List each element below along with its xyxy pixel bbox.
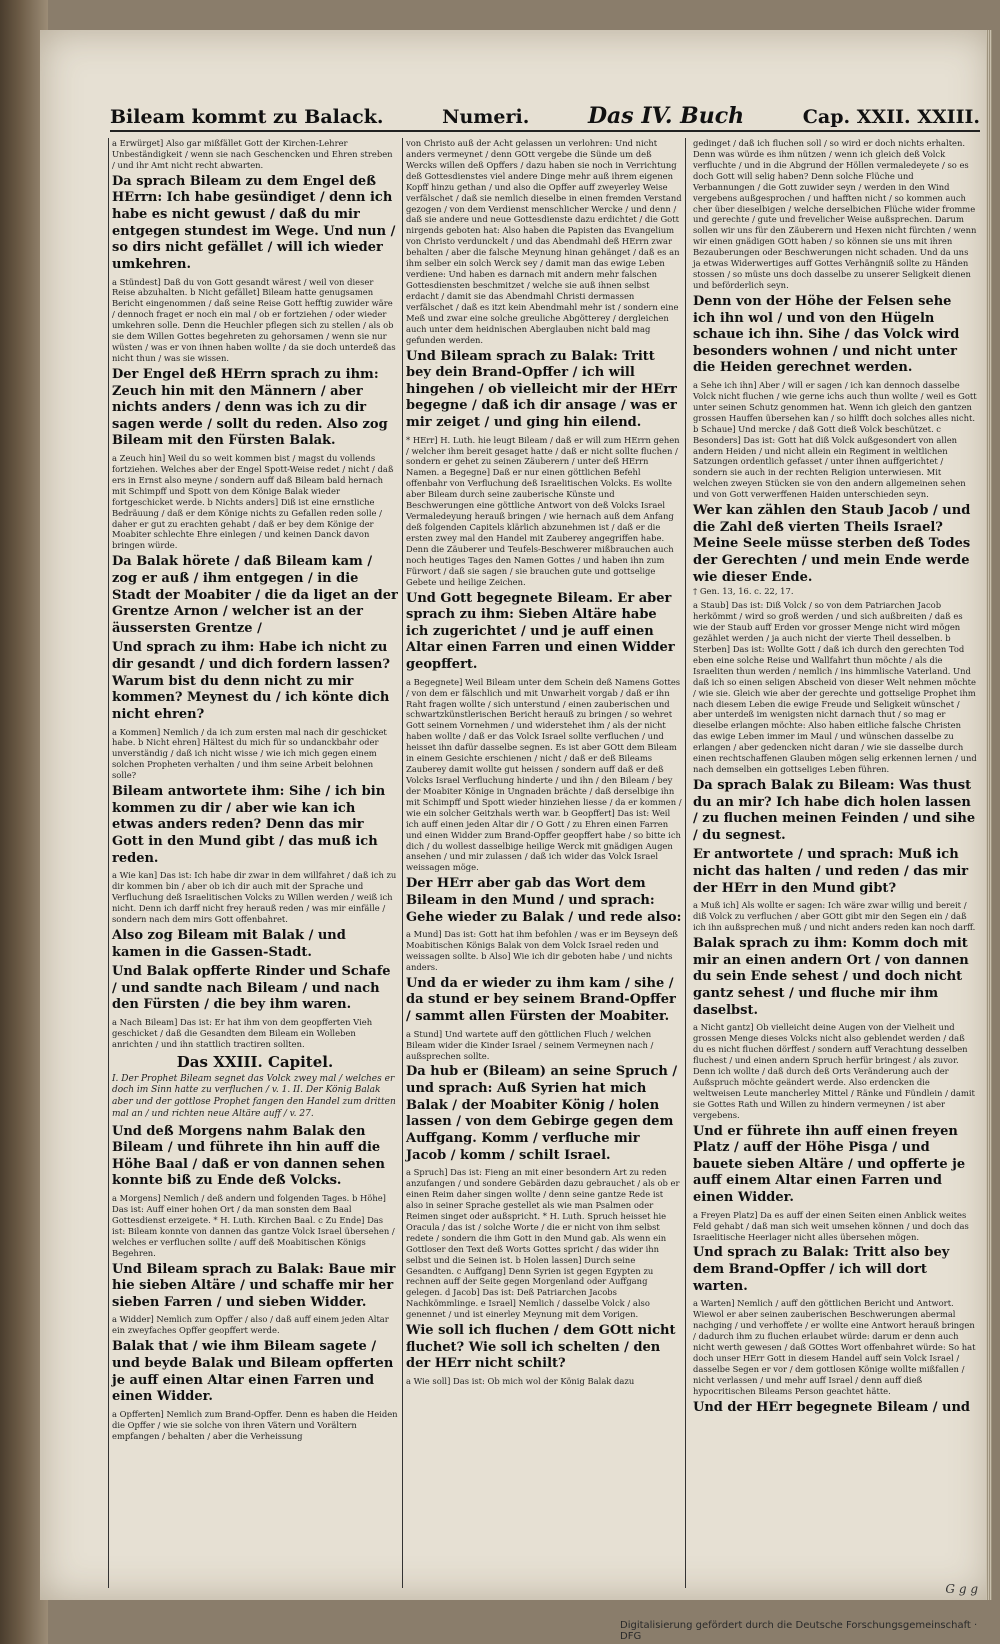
running-head-center-left: Numeri. <box>442 106 530 128</box>
running-head-right: Cap. XXII. XXIII. <box>802 106 980 128</box>
verse-text: Er antwortete / und sprach: Muß ich nicht das halten / und reden / das mir der HErr in den Mund gibt? <box>693 847 969 896</box>
note: a Warten] Nemlich / auff den göttlichen Bericht und Antwort. Wiewol er aber seinen zauberischen Beschwerungen abermal nachging / und verhoffete / er wollte eine Antwort herauß bringen / dadurch ihm zu fluchen erlaubet würde: darum er denn auch nicht werth gewesen / daß GOttes Wort offenbahret würde: So hat doch unser HErr Gott in diesem Handel auff sein Volck Israel / dasselbe Segen er vor / dem gottlosen Könige wollte mißfallen / nicht verlassen / und mehr auff Israel / denn auff dieß hypocritischen Bileams Person geachtet hätte. <box>693 1298 976 1396</box>
column-left <box>108 138 401 1588</box>
running-head-center: Das IV. Buch <box>587 103 745 129</box>
cross-reference: † Gen. 13, 16. c. 22, 17. <box>693 586 794 597</box>
verse-text: Da sprach Balak zu Bileam: Was thust du an mir? Ich habe dich holen lassen / zu fluchen meinen Feinden / und sihe / du segnest. <box>693 777 976 843</box>
verse-text: Und sprach zu ihm: Habe ich nicht zu dir gesandt / und dich fordern lassen? Warum bist du denn nicht zu mir kommen? Meynest du / ich könte dich nicht ehren? <box>112 640 390 722</box>
verse-text: Und er führete ihn auff einen freyen Platz / auff der Höhe Pisga / und bauete sieben Altäre / und opfferte je auff einem Altar einen Farren und einen Widder. <box>693 1123 966 1206</box>
note: a Wie soll] Das ist: Ob mich wol der König Balak dazu <box>406 1376 635 1386</box>
chapter-heading: Das XXIII. Capitel. <box>176 1052 334 1071</box>
verse-text: Und deß Morgens nahm Balak den Bileam / und führete ihn hin auff die Höhe Baal / daß er von dannen sehen konnte biß zu Ende deß Volcks. <box>112 1123 385 1189</box>
verse-text: Da sprach Bileam zu dem Engel deß HErrn: Ich habe gesündiget / denn ich habe es nicht gewust / daß du mir entgegen stundest im Wege. Und nun / so dirs nicht gefället / will ich wieder umkehren. <box>112 173 396 272</box>
verse-text: Und Gott begegnete Bileam. Er aber sprach zu ihm: Sieben Altäre habe ich zugerichtet / und je auff einen Altar einen Farren und einen Widder geopffert. <box>406 590 675 673</box>
note: a Nach Bileam] Das ist: Er hat ihm von dem geopfferten Vieh geschicket / daß die Gesandten dem Bileam ein Wolleben anrichten / und ihn stattlich tractiren sollten. <box>112 1017 373 1049</box>
running-head-left: Bileam kommt zu Balack. <box>110 106 384 128</box>
verse-text: Wer kan zählen den Staub Jacob / und die Zahl deß vierten Theils Israel? Meine Seele müsse sterben deß Todes der Gerechten / und mein Ende werde wie dieser Ende. <box>693 503 971 585</box>
note: a Kommen] Nemlich / da ich zum ersten mal nach dir geschicket habe. b Nicht ehren] Hältest du mich für so undanckbahr oder unverständig / daß ich nicht wisse / wie ich mich gegen einem solchen Propheten verhalten / und ihm seine Arbeit belohnen solle? <box>112 726 387 781</box>
note: a Mund] Das ist: Gott hat ihm befohlen / was er im Beyseyn deß Moabitischen Königs Balak von dem Volck Israel reden und weissagen sollte. b Also] Wie ich dir geboten habe / und nichts anders. <box>406 929 678 972</box>
verse-text: Und Balak opfferte Rinder und Schafe / und sandte nach Bileam / und nach den Fürsten / die bey ihm waren. <box>112 964 391 1013</box>
verse-text: Also zog Bileam mit Balak / und kamen in die Gassen-Stadt. <box>112 927 346 960</box>
note: * HErr] H. Luth. hie leugt Bileam / daß er will zum HErrn gehen / welcher ihm bereit gesaget hatte / daß er nicht sollte fluchen / sondern er gehet zu seinen Zäuberern / unter deß HErrn Namen. a Begegne] Daß er nur einen göttlichen Befehl offenbahr von Verfluchung deß Israelitischen Volcks. Es wollte aber Bileam durch seine zauberische Künste und Beschwerungen eine göttliche Antwort von deß Volcks Israel Vermaledeyung herauß bringen / wie hernach auß dem Anfang deß folgenden Capitels klärlich abzunehmen ist / daß er die ersten zwey mal den Handel mit Zauberey angegriffen habe. Denn die Zäuberer und Teufels-Beschwerer mißbrauchen auch noch heutiges Tages den Namen Gottes / und haben ihn zum Fürwort / daß sie sagen / sie brauchen gute und gottselige Gebete und heilige Zeichen. <box>406 434 680 587</box>
verse-text: Da Balak hörete / daß Bileam kam / zog er auß / ihm entgegen / in die Stadt der Moabiter / die da liget an der Grentze Arnon / welcher ist an der äussersten Grentze / <box>112 554 398 636</box>
note: a Freyen Platz] Da es auff der einen Seiten einen Anblick weites Feld gehabt / daß man sich weit umsehen können / und doch das Israelitische Heerlager nicht alles übersehen mögen. <box>693 1209 969 1242</box>
note: a Zeuch hin] Weil du so weit kommen bist / magst du vollends fortziehen. Welches aber der Engel Spott-Weise redet / nicht / daß ers in Ernst also meyne / sondern auff daß Bileam bald hernach mit Schimpff und Spott von dem Könige Balak wieder fortgeschicket werde. b Nichts anders] Diß ist eine ernstliche Bedräuung / daß er dem Könige nichts zu Gefallen reden solle / daher er gut zu erachten gehabt / daß er bey dem Könige der Moabiter schlechte Ehre einlegen / und keinen Danck davon bringen würde. <box>112 453 394 551</box>
note: a Nicht gantz] Ob vielleicht deine Augen von der Vielheit und grossen Menge dieses Volcks nicht also geblendet werden / daß du es nicht fluchen dörffest / sondern auff Verachtung desselben fluchest / und einen andern Spruch herfür bringest / als zuvor. Denn ich wollte / daß durch deß Orts Veränderung auch der Außspruch möchte geändert werde. Also erdencken die weltweisen Leute mancherley Mittel / Ränke und Fündlein / damit sie Gottes Rath und Willen zu hindern vermeynen / ist aber vergebens. <box>693 1022 975 1120</box>
verse-text: Und sprach zu Balak: Tritt also bey dem Brand-Opffer / ich will dort warten. <box>693 1245 950 1294</box>
note: a Sehe ich ihn] Aber / will er sagen / ich kan dennoch dasselbe Volck nicht fluchen / wie gerne ichs auch thun wollte / weil es Gott unter seinen Schutz genommen hat. Wenn ich gleich den gantzen grossen Hauffen übersehen kan / so hilfft doch solches alles nicht. b Schaue] Und mercke / daß Gott dieß Volck beschützet. c Besonders] Das ist: Gott hat diß Volck außgesondert von allen andern Heiden / und nicht allein ein Regiment in weltlichen Satzungen ordentlich gefasset / unter ihnen auffgerichtet / sondern sie auch in der rechten Religion unterwiesen. Mit welchen zweyen Stücken sie von den andern allgemeinen sehen und von Gott verwerffenen Haiden unterschieden seyn. <box>693 380 977 500</box>
note: von Christo auß der Acht gelassen un verlohren: Und nicht anders vermeynet / denn GOtt vergebe die Sünde um deß Wercks willen deß Opffers / dazu haben sie noch in Verrichtung deß Gottesdienstes viel andere Dinge mehr auß ihrem eigenen Kopff hinzu gethan / und also die Opffer auff zweyerley Weise verfälschet / daß sie nemlich dieselbe in einen fremden Verstand gezogen / von dem Verdienst menschlicher Wercke / und denn / daß sie andere und neue Gottesdienste dazu erdichtet / die Gott nirgends geboten hat: Also haben die Papisten das Evangelium von Christo verdunckelt / und das Abendmahl deß HErrn zwar behalten / aber die falsche Meynung hinan gehänget / daß es an ihm selber ein solch Werck sey / damit man das ewige Leben verdiene: Und haben es darnach mit andern mehr falschen Gottesdiensten beschmitzet / welche sie auß ihnen selbst erdacht / damit sie das Abendmahl Christi dermassen verfälschet / daß es itzt kein Abendmahl mehr ist / sondern eine Meß und zwar eine solche greuliche Abgötterey / dergleichen auch unter dem heidnischen Aberglauben nicht bald mag gefunden werden. <box>406 138 682 345</box>
verse-text: Und da er wieder zu ihm kam / sihe / da stund er bey seinem Brand-Opffer / sammt allen Fürsten der Moabiter. <box>406 975 676 1025</box>
verse-text: Da hub er (Bileam) an seine Spruch / und sprach: Auß Syrien hat mich Balak / der Moabiter König / holen lassen / von dem Gebirge gegen dem Auffgang. Komm / verfluche mir Jacob / komm / schilt Israel. <box>406 1064 678 1163</box>
note: a Widder] Nemlich zum Opffer / also / daß auff einem jeden Altar ein zweyfaches Opffer geopffert werde. <box>112 1314 389 1336</box>
verse-text: Und der HErr begegnete Bileam / und <box>693 1399 970 1415</box>
column-right <box>690 138 980 1588</box>
note: gedinget / daß ich fluchen soll / so wird er doch nichts erhalten. Denn was würde es ihm nützen / wenn ich gleich deß Volck verfluchte / und in die Abgrund der Höllen vermaledeyete / so es doch Gott will selig haben? Denn solche Flüche und Verbannungen / die Gott zuwider seyn / werden in den Wind vergebens außgesprochen / und hafften nicht / so kommen auch cher über dieselbigen / welche derselbichen Flüche wider fromme und gerechte / gute und frevelicher Weise außsprechen. Darum sollen wir uns für den Zäuberern und Hexen nicht fürchten / wenn wir einen gnädigen GOtt haben / so können sie uns mit ihren Bezauberungen oder Beschwerungen nicht schaden. Und da uns ja etwas Widerwertiges auff Gottes Verhängniß sollte zu Händen stossen / so müste uns doch dasselbe zu unserer Seligkeit dienen und beförderlich seyn. <box>693 138 977 290</box>
column-middle <box>402 138 686 1588</box>
note: a Erwürget] Also gar mißfället Gott der Kirchen-Lehrer Unbeständigkeit / wenn sie nach Geschencken und Ehren streben / und ihr Amt nicht recht abwarten. <box>112 138 393 170</box>
note: a Begegnete] Weil Bileam unter dem Schein deß Namens Gottes / von dem er fälschlich und mit Unwarheit vorgab / daß er ihn Raht fragen wollte / sich unterstund / einen zauberischen und schwartzkünstlerischen Bericht herauß zu bringen / so wehret Gott seinem Vornehmen / und widerstehet ihm / als der nicht haben wollte / daß er das Volck Israel sollte verfluchen / und heisset ihn dafür dasselbe segnen. Es ist aber GOtt dem Bileam in einem Gesichte erschienen / nicht / daß er deß Bileams Zauberey damit wollte gut heissen / sondern auff daß er deß Volcks Israel Verfluchung hinderte / und ihn / den Bileam / bey der Moabiter Könige in Ungnaden brächte / daß derselbige ihn mit Schimpff und Spott wieder hinziehen liesse / da er kommen / wie ein solcher Geitzhals werth war. b Geopffert] Das ist: Weil ich auff einen jeden Altar dir / O Gott / zu Ehren einen Farren und einen Widder zum Brand-Opffer geopffert habe / so bitte ich dich / du wollest dasselbige heilige Werck mit gnädigen Augen ansehen / und mir zulassen / daß ich wider das Volck Israel weissagen möge. <box>406 676 682 873</box>
page-edge <box>986 30 992 1600</box>
verse-text: Und Bileam sprach zu Balak: Baue mir hie sieben Altäre / und schaffe mir her sieben Farren / und sieben Widder. <box>112 1261 396 1310</box>
note: a Muß ich] Als wollte er sagen: Ich wäre zwar willig und bereit / diß Volck zu verfluchen / aber GOtt gibt mir den Segen ein / daß ich ihn außsprechen muß / und nicht anders reden kan noch darff. <box>693 900 976 933</box>
verse-text: Balak that / wie ihm Bileam sagete / und beyde Balak und Bileam opfferten je auff einen Altar einen Farren und einen Widder. <box>112 1339 394 1405</box>
note: a Stund] Und wartete auff den göttlichen Fluch / welchen Bileam wider die Kinder Israel / seinem Vermeynen nach / außsprechen sollte. <box>406 1028 654 1061</box>
chapter-argument: I. Der Prophet Bileam segnet das Volck zwey mal / welches er doch im Sinn hatte zu verfluchen / v. 1. II. Der König Balak aber und der gottlose Prophet fangen den Handel zum dritten mal an / und richten neue Altäre auff / v. 27. <box>112 1073 396 1119</box>
verse-text: Und Bileam sprach zu Balak: Tritt bey dein Brand-Opffer / ich will hingehen / ob vielleicht mir der HErr begegne / daß ich dir ansage / was er mir zeiget / und ging hin eilend. <box>406 348 677 431</box>
verse-text: Denn von der Höhe der Felsen sehe ich ihn wol / und von den Hügeln schaue ich ihn. Sihe / das Volck wird besonders wohnen / und nicht unter die Heiden gerechnet werden. <box>693 293 960 376</box>
note: a Wie kan] Das ist: Ich habe dir zwar in dem willfahret / daß ich zu dir kommen bin / aber ob ich dir auch mit der Sprache und Verfluchung deß Israelitischen Volcks zu Willen werden / weiß ich nicht. Denn ich darff nicht frey herauß reden / was mir einfälle / sondern nach dem mirs Gott offenbahret. <box>112 870 397 924</box>
verse-text: Wie soll ich fluchen / dem GOtt nicht fluchet? Wie soll ich schelten / den der HErr nicht schilt? <box>406 1323 676 1372</box>
signature-mark: G g g <box>945 1582 978 1596</box>
note: a Staub] Das ist: Diß Volck / so von dem Patriarchen Jacob herkömmt / wird so groß werden / und sich außbreiten / daß es wie der Staub auff Erden vor grosser Menge nicht wird mögen gezählet werden / ja auch nicht der vierte Theil desselben. b Sterben] Das ist: Wollte Gott / daß ich durch den gerechten Tod eben eine solche Reise und Wallfahrt thun möchte / als die Israeliten thun werden / nemlich / ins himmlische Vaterland. Und daß ich so einen seligen Abscheid von dieser Welt nehmen möchte / wie sie. Gleich wie aber der gerechte und gottselige Prophet ihm nach diesem Leben die ewige Freude und Seligkeit wünschet / aber unterdeß im wenigsten nicht darnach thut / so mag er dieselbe erlangen möchte: Also haben eitliche falsche Christen das ewige Leben immer im Maul / und wünschen dasselbe zu erlangen / aber gedencken nicht daran / wie sie dasselbe durch einen rechtschaffenen Glauben mögen selig erkennen lernen / und nach demselben ein gottseliges Leben führen. <box>693 600 977 775</box>
note: a Opfferten] Nemlich zum Brand-Opffer. Denn es haben die Heiden die Opffer / wie sie solche von ihren Vätern und Vorältern empfangen / behalten / aber die Verheissung <box>112 1408 398 1441</box>
verse-text: Der HErr aber gab das Wort dem Bileam in den Mund / und sprach: Gehe wieder zu Balak / und rede also: <box>406 876 682 925</box>
verse-text: Balak sprach zu ihm: Komm doch mit mir an einen andern Ort / von dannen du sein Ende sehest / und doch nicht gantz sehest / und fluche mir ihm daselbst. <box>693 936 969 1018</box>
verse-text: Bileam antwortete ihm: Sihe / ich bin kommen zu dir / aber wie kan ich etwas anders reden? Denn das mir Gott in den Mund gibt / das muß ich reden. <box>112 784 386 866</box>
note: a Spruch] Das ist: Fieng an mit einer besondern Art zu reden anzufangen / und sondere Gebärden dazu gebrauchet / als ob er einen Reim daher singen wollte / denn seine gantze Rede ist also in seiner Sprache gestellet als wie man Psalmen oder Reimen singet oder außspricht. * H. Luth. Spruch heisset hie Oracula / das ist / solche Worte / die er nicht von ihm selbst redete / sondern die ihm Gott in den Mund gab. Als wenn ein Gottloser den Text deß Worts Gottes spricht / das wider ihn selbst und die Seinen ist. b Holen lassen] Durch seine Gesandten. c Auffgang] Denn Syrien ist gegen Egypten zu rechnen auff der Seite gegen Morgenland oder Auffgang gelegen. d Jacob] Das ist: Deß Patriarchen Jacobs Nachkömmlinge. e Israel] Nemlich / dasselbe Volck / also genennet / und ist einerley Meynung mit dem Vorigen. <box>406 1167 680 1320</box>
running-head <box>110 100 980 132</box>
note: a Morgens] Nemlich / deß andern und folgenden Tages. b Höhe] Das ist: Auff einer hohen Ort / da man sonsten dem Baal Gottesdienst erzeigete. * H. Luth. Kirchen Baal. c Zu Ende] Das ist: Bileam konnte von dannen das gantze Volck Israel übersehen / welches er verfluchen sollte / auff deß Moabitischen Königs Begehren. <box>112 1193 395 1258</box>
note: a Stündest] Daß du von Gott gesandt wärest / weil von dieser Reise abzuhalten. b Nicht gefället] Bileam hatte genugsamen Bericht eingenommen / daß seine Reise Gott hefftig zuwider wäre / dennoch fraget er noch ein mal / ob er fortziehen / oder wieder umkehren solle. Denn die Heuchler pflegen sich zu stellen / als ob sie dem Willen Gottes begehreten zu gehorsamen / wenn sie nur wüsten / was er von ihnen haben wollte / da sie doch unterdeß das nicht thun / was sie wissen. <box>112 276 396 363</box>
verse-text: Der Engel deß HErrn sprach zu ihm: Zeuch hin mit den Männern / aber nichts anders / denn was ich zu dir sagen werde / sollt du reden. Also zog Bileam mit den Fürsten Balak. <box>112 366 388 449</box>
digitization-credit: Digitalisierung gefördert durch die Deutsche Forschungsgemeinschaft · DFG <box>620 1620 978 1642</box>
